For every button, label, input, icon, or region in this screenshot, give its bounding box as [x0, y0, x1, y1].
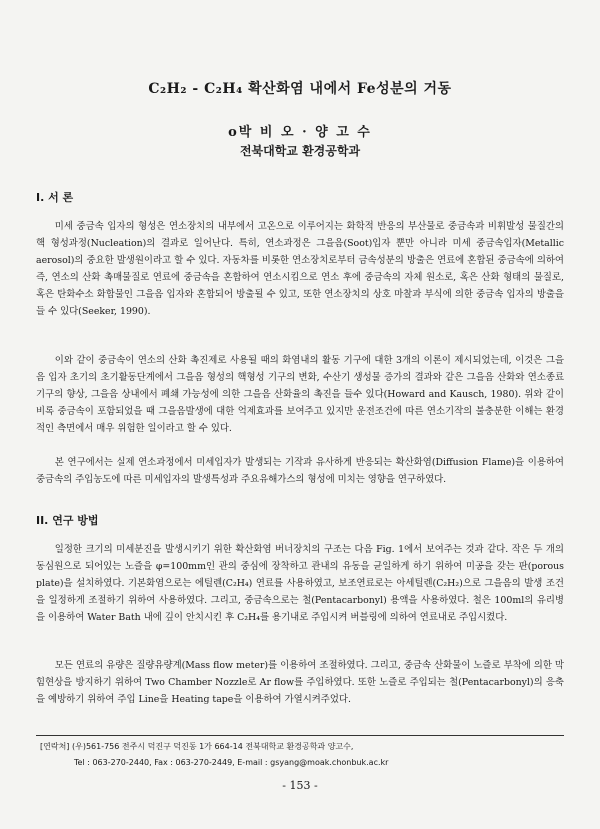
section-heading-methods: II. 연구 방법: [36, 514, 99, 527]
contact-line-phone-email: Tel : 063-270-2440, Fax : 063-270-2449, E-mail : gsyang@moak.chonbuk.ac.kr: [74, 758, 389, 767]
methods-paragraph-1: 일정한 크기의 미세분진을 발생시키기 위한 확산화염 버너장치의 구조는 다음 Fig. 1에서 보여주는 것과 같다. 작은 두 개의 동심원으로 되어있는 노즐을 φ=100mm인 관의 중심에 장착하고 관내의 유동을 균일하게 하기 위하여 미공을 갖는 판(porous plate)을 설치하였다. 기본화염으로는 에틸렌(C₂H₄) 연료를 사용하였고, 보조연료로는 아세틸렌(C₂H₂)으로 그을음의 발생 조건을 일정하게 조절하기 위하여 사용하였다. 그리고, 중금속으로는 철(Pentacarbonyl) 용액을 사용하였다. 철은 100ml의 유리병을 이용하여 Water Bath 내에 깊이 안치시킨 후 C₂H₄를 용기내로 주입시켜 버블링에 의하여 연료내로 주입시켰다.: [36, 544, 564, 624]
page-number: - 153 -: [282, 779, 318, 792]
methods-paragraph-2: 모든 연료의 유량은 질량유량계(Mass flow meter)를 이용하여 조절하였다. 그리고, 중금속 산화물이 노즐로 부착에 의한 막힘현상을 방지하기 위하여 Two Chamber Nozzle로 Ar flow를 주입하였다. 또한 노즐로 주입되는 철(Pentacarbonyl)의 응축을 예방하기 위하여 주입 Line을 Heating tape을 이용하여 가열시켜주었다.: [36, 660, 564, 706]
affiliation: 전북대학교 환경공학과: [239, 144, 361, 158]
contact-line-address: [연락처] (우)561-756 전주시 덕진구 덕진동 1가 664-14 전북대학교 환경공학과 양고수,: [40, 742, 354, 751]
footnote-divider: [36, 735, 564, 736]
author-names: o박 비 오 · 양 고 수: [228, 125, 372, 140]
intro-paragraph-3: 본 연구에서는 실제 연소과정에서 미세입자가 발생되는 기작과 유사하게 반응되는 확산화염(Diffusion Flame)을 이용하여 중금속의 주입농도에 따른 미세입자의 발생특성과 주요유해가스의 형성에 미치는 영향을 연구하였다.: [36, 457, 564, 486]
section-heading-introduction: I. 서 론: [36, 191, 74, 204]
intro-paragraph-2: 이와 같이 중금속이 연소의 산화 촉진제로 사용될 때의 화염내의 활동 기구에 대한 3개의 이론이 제시되었는데, 이것은 그을음 입자 초기의 초기활동단계에서 그을음 형성의 핵형성 기구의 변화, 수산기 생성물 증가의 결과와 같은 그을음 산화와 연소종료 기구의 향상, 그을음 상내에서 폐쇄 가능성에 의한 그을음 산화율의 촉진을 들수 있다(Howard and Kausch, 1980). 위와 같이 비록 중금속이 포함되었을 때 그을음발생에 대한 억제효과를 보여주고 있지만 운전조건에 따른 연소기작의 불충분한 이해는 환경적인 측면에서 매우 위험한 일이라고 할 수 있다.: [36, 355, 564, 435]
intro-paragraph-1: 미세 중금속 입자의 형성은 연소장치의 내부에서 고온으로 이루어지는 화학적 반응의 부산물로 중금속과 비휘발성 물질간의 핵 형성과정(Nucleation)의 결과로 일어난다. 특히, 연소과정은 그을음(Soot)입자 뿐만 아니라 미세 중금속입자(Metallic aerosol)의 중요한 발생원이라고 할 수 있다. 자동차를 비롯한 연소장치로부터 금속성분의 방출은 연료에 혼합된 중금속에 의하여 즉, 연소의 산화 촉매물질로 연료에 중금속을 혼합하여 연소시킴으로 연소 후에 중금속의 자체 원소로, 혹은 산화 형태의 물질로, 혹은 탄화수소 화합물인 그을음 입자와 혼합되어 방출될 수 있고, 또한 연소장치의 상호 마찰과 부식에 의한 중금속 입자의 방출을 들 수 있다(Seeker, 1990).: [36, 221, 564, 318]
paper-title: C₂H₂ - C₂H₄ 확산화염 내에서 Fe성분의 거동: [148, 81, 452, 97]
